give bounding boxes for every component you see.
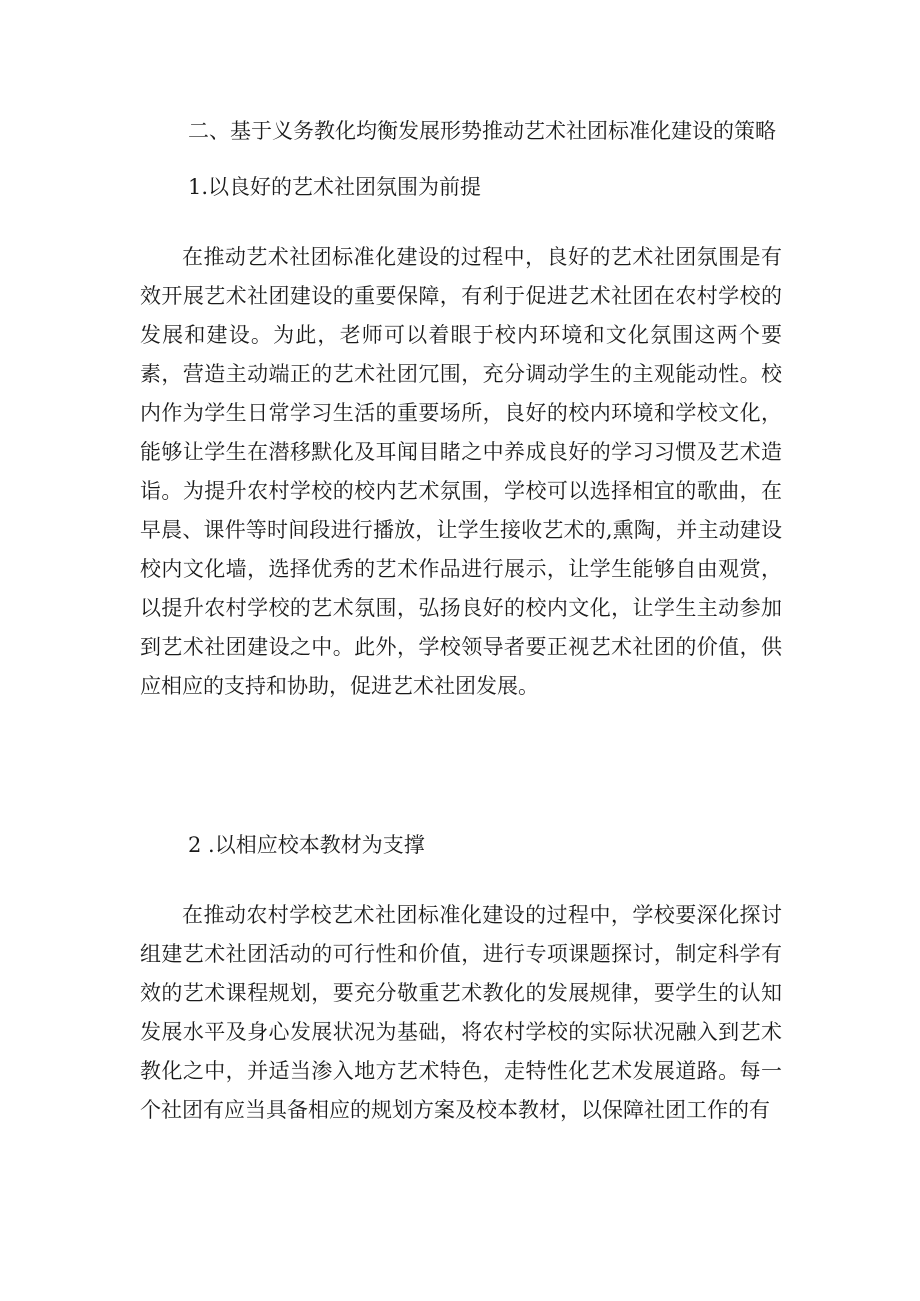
paragraph-1: 在推动艺术社团标准化建设的过程中，良好的艺术社团氛围是有效开展艺术社团建设的重要保障，有利于促进艺术社团在农村学校的发展和建设。为此，老师可以着眼于校内环境和文化氛围这两个要素，营造主动端正的艺术社团冗围，充分调动学生的主观能动性。校内作为学生日常学习生活的重要场所，良好的校内环境和学校文化，能够让学生在潜移默化及耳闻目睹之中养成良好的学习习惯及艺术造诣。为提升农村学校的校内艺术氛围，学校可以选择相宜的歌曲，在早晨、课件等时间段进行播放，让学生接收艺术的,熏陶，并主动建设校内文化墙，选择优秀的艺术作品进行展示，让学生能够自由观赏，以提升农村学校的艺术氛围，弘扬良好的校内文化，让学生主动参加到艺术社团建设之中。此外，学校领导者要正视艺术社团的价值，供应相应的支持和协助，促进艺术社团发展。 (140, 245, 782, 698)
subheading-1: 1.以良好的艺术社团氛围为前提 (188, 175, 482, 199)
paragraph-2: 在推动农村学校艺术社团标准化建设的过程中，学校要深化探讨组建艺术社团活动的可行性和价值，进行专项课题探讨，制定科学有效的艺术课程规划，要充分敬重艺术教化的发展规律，要学生的认知发展水平及身心发展状况为基础，将农村学校的实际状况融入到艺术教化之中，并适当渗入地方艺术特色，走特性化艺术发展道路。每一个社团有应当具备相应的规划方案及校本教材，以保障社团工作的有 (140, 903, 782, 1122)
section-heading: 二、基于义务教化均衡发展形势推动艺术社团标准化建设的策略 (188, 119, 776, 143)
subheading-2: 2 .以相应校本教材为支撑 (188, 833, 425, 857)
